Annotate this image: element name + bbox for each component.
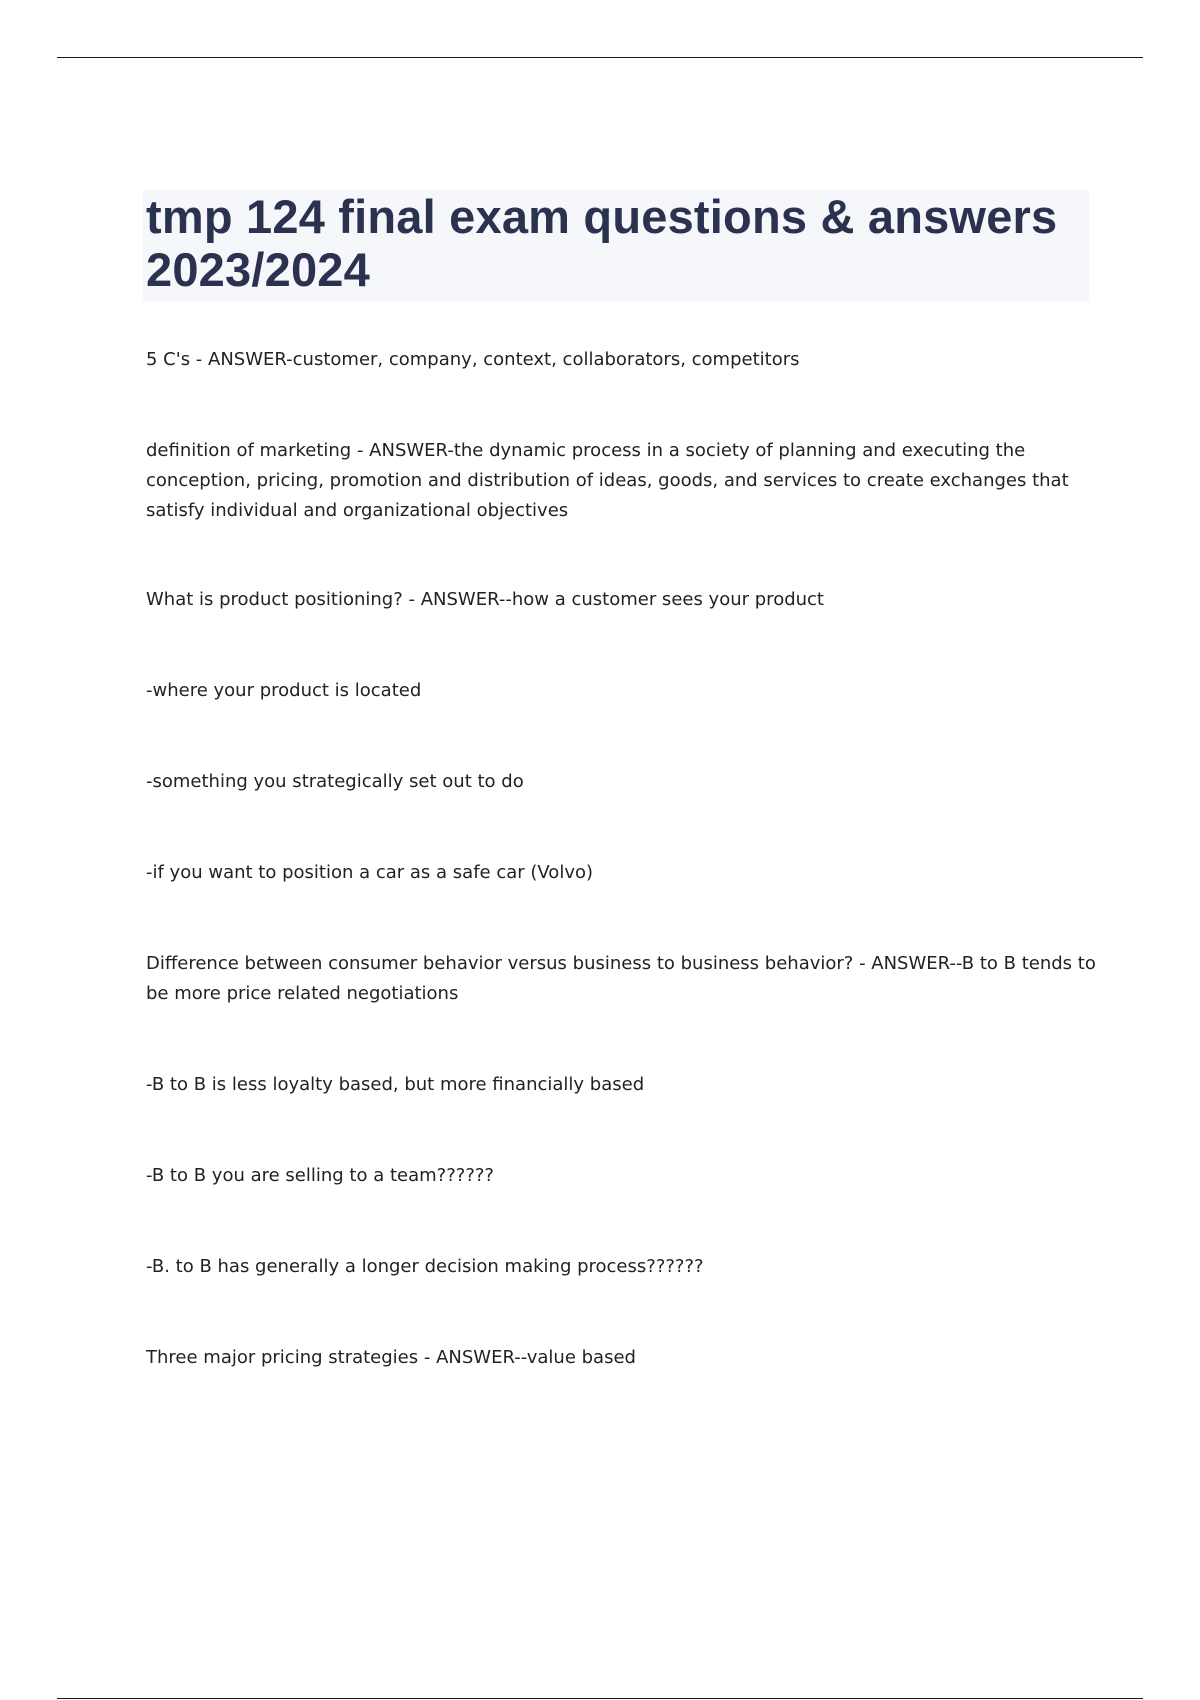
entry-b2b-team: -B to B you are selling to a team?????? (146, 1165, 494, 1186)
entry-pricing-strategies: Three major pricing strategies - ANSWER--value based (146, 1347, 636, 1368)
top-rule (57, 57, 1143, 58)
entry-positioning-example: -if you want to position a car as a safe car (Volvo) (146, 862, 594, 883)
entry-positioning-strategy: -something you strategically set out to do (146, 771, 524, 792)
entry-positioning-location: -where your product is located (146, 680, 422, 701)
entry-consumer-vs-b2b: Difference between consumer behavior versus business to business behavior? - ANSWER--B to B tends to be more price related negotiations (146, 953, 1096, 1004)
document-title: tmp 124 final exam questions & answers 2023/2024 (146, 190, 1058, 296)
title-block (143, 190, 1089, 302)
entry-b2b-decision: -B. to B has generally a longer decision making process?????? (146, 1256, 704, 1277)
entry-5cs: 5 C's - ANSWER-customer, company, context, collaborators, competitors (146, 349, 800, 370)
bottom-rule (57, 1698, 1143, 1699)
entry-b2b-loyalty: -B to B is less loyalty based, but more financially based (146, 1074, 645, 1095)
entry-definition-of-marketing: definition of marketing - ANSWER-the dynamic process in a society of planning and executing the conception, pricing, promotion and distribution of ideas, goods, and services to create exchanges that satisfy individual and organizational objectives (146, 440, 1069, 521)
entry-product-positioning: What is product positioning? - ANSWER--how a customer sees your product (146, 589, 824, 610)
